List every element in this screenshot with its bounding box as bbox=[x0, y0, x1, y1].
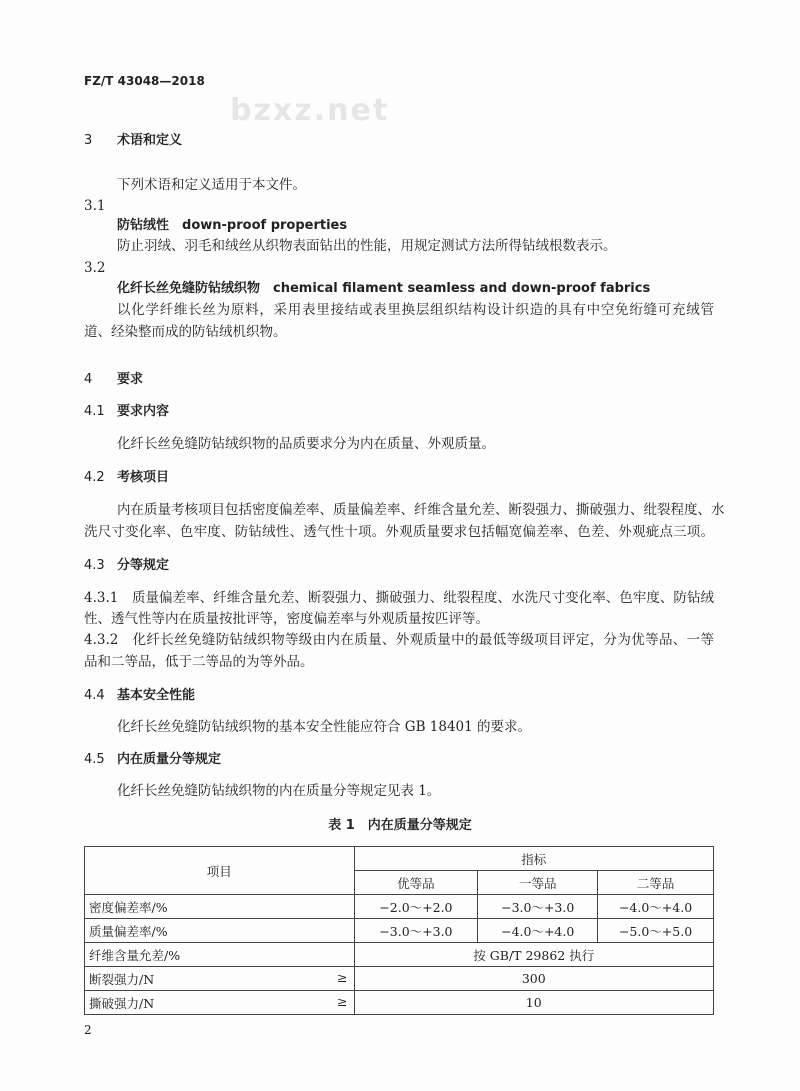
term-3-1: 防钻绒性 down-proof properties bbox=[117, 218, 348, 233]
header-grade: 优等品 bbox=[354, 871, 478, 895]
section-4-3-heading: 4.3 分等规定 bbox=[84, 558, 170, 573]
watermark: bzxz.net bbox=[230, 93, 390, 128]
section-3-intro: 下列术语和定义适用于本文件。 bbox=[117, 177, 306, 193]
section-4-4-heading: 4.4 基本安全性能 bbox=[84, 688, 196, 703]
section-4-2-heading: 4.2 考核项目 bbox=[84, 470, 170, 485]
section-4-2-text: 内在质量考核项目包括密度偏差率、质量偏差率、纤维含量允差、断裂强力、撕破强力、纰裂程度、水 bbox=[117, 502, 725, 518]
section-4-2-text-cont: 洗尺寸变化率、色牢度、防钻绒性、透气性十项。外观质量要求包括幅宽偏差率、色差、外观疵点三项。 bbox=[84, 524, 714, 540]
term-3-2: 化纤长丝免缝防钻绒织物 chemical filament seamless and down-proof fabrics bbox=[117, 281, 651, 296]
standard-number-header: FZ/T 43048—2018 bbox=[84, 74, 205, 88]
section-3-heading: 3 术语和定义 bbox=[84, 133, 183, 148]
term-3-1-number: 3.1 bbox=[84, 198, 106, 214]
term-3-2-number: 3.2 bbox=[84, 260, 106, 276]
clause-4-3-2-cont: 品和二等品，低于二等品的为等外品。 bbox=[84, 654, 314, 670]
header-grade: 一等品 bbox=[478, 871, 598, 895]
section-4-5-text: 化纤长丝免缝防钻绒织物的内在质量分等规定见表 1。 bbox=[117, 783, 441, 799]
header-grade: 二等品 bbox=[598, 871, 714, 895]
table-row: 质量偏差率/% −3.0～+3.0 −4.0～+4.0 −5.0～+5.0 bbox=[85, 919, 714, 943]
table-row: 密度偏差率/% −2.0～+2.0 −3.0～+3.0 −4.0～+4.0 bbox=[85, 895, 714, 919]
clause-4-3-1: 4.3.1 质量偏差率、纤维含量允差、断裂强力、撕破强力、纰裂程度、水洗尺寸变化率、色牢度、防钻绒 bbox=[84, 590, 715, 606]
section-4-1-heading: 4.1 要求内容 bbox=[84, 404, 170, 419]
quality-grade-table bbox=[84, 846, 714, 1015]
clause-4-3-2: 4.3.2 化纤长丝免缝防钻绒织物等级由内在质量、外观质量中的最低等级项目评定，分为优等品、一等 bbox=[84, 632, 715, 648]
table-caption: 表 1 内在质量分等规定 bbox=[328, 818, 472, 833]
term-3-2-definition: 以化学纤维长丝为原料，采用表里接结或表里换层组织结构设计织造的具有中空免绗缝可充绒管 bbox=[117, 302, 714, 318]
section-4-5-heading: 4.5 内在质量分等规定 bbox=[84, 752, 222, 767]
clause-4-3-1-cont: 性、透气性等内在质量按批评等，密度偏差率与外观质量按匹评等。 bbox=[84, 611, 489, 627]
header-item: 项目 bbox=[85, 847, 355, 895]
table-row: 断裂强力/N ≥ 300 bbox=[85, 967, 714, 991]
table-row: 纤维含量允差/% 按 GB/T 29862 执行 bbox=[85, 943, 714, 967]
page-number: 2 bbox=[84, 1023, 92, 1037]
section-4-1-text: 化纤长丝免缝防钻绒织物的品质要求分为内在质量、外观质量。 bbox=[117, 436, 495, 452]
header-index: 指标 bbox=[354, 847, 714, 871]
section-4-heading: 4 要求 bbox=[84, 372, 144, 387]
term-3-2-definition-cont: 道、经染整而成的防钻绒机织物。 bbox=[84, 324, 287, 340]
table-row: 撕破强力/N ≥ 10 bbox=[85, 991, 714, 1015]
term-3-1-definition: 防止羽绒、羽毛和绒丝从织物表面钻出的性能，用规定测试方法所得钻绒根数表示。 bbox=[117, 238, 617, 254]
section-4-4-text: 化纤长丝免缝防钻绒织物的基本安全性能应符合 GB 18401 的要求。 bbox=[117, 719, 532, 735]
